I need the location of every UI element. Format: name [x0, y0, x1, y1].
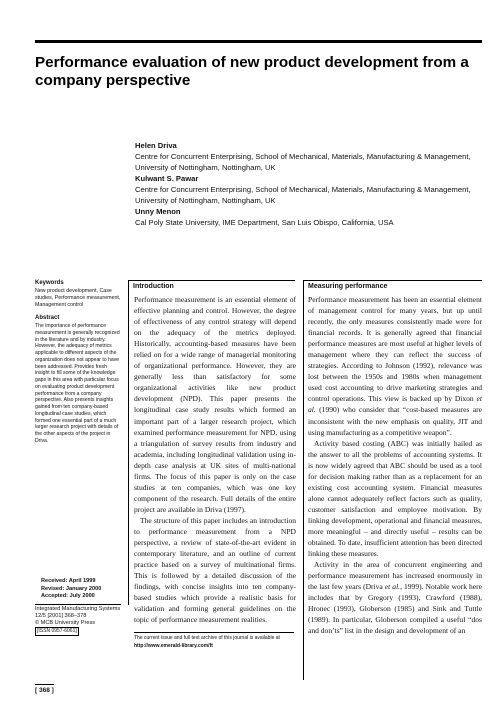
paper-title: Performance evaluation of new product development from a company perspective: [35, 54, 469, 89]
journal-info: [35, 604, 121, 636]
measuring-body: [308, 294, 482, 636]
author-name: Unny Menon: [135, 207, 181, 216]
measuring-paragraph: Performance measurement has been an essential element of management control for many years, but up until recently, the only measures consistently made were for financial records. It is generally agreed that financial performance measures are most useful at higher levels of management where they can reflect the success of strategies. According to Johnson (1992), relevance was lost between the 1950s and 1980s when management used cost accounting to drive marketing strategies and control operations. This view is backed up by Dixon et al. (1990) who consider that “cost-based measures are inconsistent with the new emphasis on quality, JIT and using manufacturing as a competitive weapon”.: [308, 295, 482, 437]
abstract-text: The importance of performance measurement is generally recognized in the literature and by industry. However, the adequacy of metrics applicable to different aspects of the organization does not appear to have been addressed. Provides fresh insight to fill some of the knowledge gaps in this area with particular focus on evaluating product development performance from a company perspective. Also presents insights gained from ten company-based longitudinal case studies, which formed one essential part of a much larger research project with details of the other aspects of the project in Driva.: [35, 323, 120, 444]
revised-date: Revised: January 2000: [41, 585, 102, 592]
introduction-paragraph: Performance measurement is an essential element of effective planning and control. However, the degree of effectiveness of any control strategy will depend on the adequacy of the metrics deployed. Historically, accounting-based measures have been relied on for a wide range of managerial monitoring of organizational performance. However, they are generally less than satisfactory for some organizational activities like new product development (NPD). This paper presents the longitudinal case study results which formed an important part of a larger research project, which examined performance measurement for NPD, using a triangulation of survey results from industry and academia, including longitudinal validation using in-depth case analysis at UK sites of multi-national firms. The focus of this paper is only on the case studies at ten companies, which was one key component of the research. Full details of the entire project are available in Driva (1997).: [134, 295, 296, 514]
journal-issue: 12/5 [2001] 368–378: [35, 613, 87, 619]
author-affiliation: Centre for Concurrent Enterprising, School of Mechanical, Materials, Manufacturing & Management, University of Nottingham, Nottingham, UK: [135, 185, 471, 205]
keywords-heading: Keywords: [35, 280, 64, 286]
journal-issn: [ISSN 0957-6061]: [37, 628, 77, 634]
received-date: Received: April 1999: [41, 578, 96, 584]
column-rule: [128, 280, 129, 605]
introduction-heading: Introduction: [128, 280, 295, 292]
footnote-text: The current issue and full text archive of this journal is available at: [134, 635, 280, 641]
introduction-paragraph: The structure of this paper includes an introduction to performance measurement from a NPD perspective, a review of state-of-the-art evident in contemporary literature, and an outline of current practice based on a survey of multinational firms. This is followed by a detailed discussion of the findings, with concise insights into ten company-based studies which provide a realistic basis for validation and forming general guidelines on the topic of performance measurement realities.: [134, 515, 296, 625]
top-rule: [35, 40, 482, 43]
submission-dates: [41, 578, 101, 601]
sidebar: [35, 280, 121, 445]
author-block: [135, 140, 495, 228]
accepted-date: Accepted: July 2000: [41, 593, 95, 599]
footnote-link[interactable]: http://www.emerald-library.com/ft: [134, 642, 213, 649]
column-rule: [303, 280, 304, 680]
measuring-paragraph: Activity based costing (ABC) was initially hailed as the answer to all the problems of accounting systems. It is now widely agreed that ABC should be used as a tool for decision making rather than as a replacement for an existing cost accounting system. Financial measures alone cannot adequately reflect factors such as quality, customer satisfaction and employee motivation. By linking development, operational and financial measures, more meaningful – and directly useful – results can be obtained. To date, insufficient attention has been directed linking these measures.: [308, 438, 482, 559]
author-affiliation: Centre for Concurrent Enterprising, School of Mechanical, Materials, Manufacturing & Management, University of Nottingham, Nottingham, UK: [135, 152, 471, 172]
page-number: [ 368 ]: [35, 684, 54, 694]
author-affiliation: Cal Poly State University, IME Department, San Luis Obispo, California, USA: [135, 218, 394, 227]
author-name: Kulwant S. Pawar: [135, 174, 199, 183]
author-name: Helen Driva: [135, 141, 177, 150]
measuring-heading: Measuring performance: [303, 280, 482, 292]
abstract-heading: Abstract: [35, 314, 60, 321]
journal-publisher: © MCB University Press: [35, 620, 96, 626]
footnote: [134, 632, 294, 650]
journal-name: Integrated Manufacturing Systems: [35, 606, 121, 612]
keywords-list: New product development, Case studies, Performance measurement, Management control: [35, 287, 121, 308]
measuring-paragraph: Activity in the area of concurrent engineering and performance measurement has increased enormously in the last few years (Driva et al., 1999). Notable work here includes that by Gregory (1993), Crawford (1988), Hronec (1993), Globerson (1985) and Sink and Tuttle (1989). In particular, Globerson compiled a useful “dos and don’ts” list in the design and development of an: [308, 560, 482, 636]
introduction-body: [134, 294, 296, 625]
